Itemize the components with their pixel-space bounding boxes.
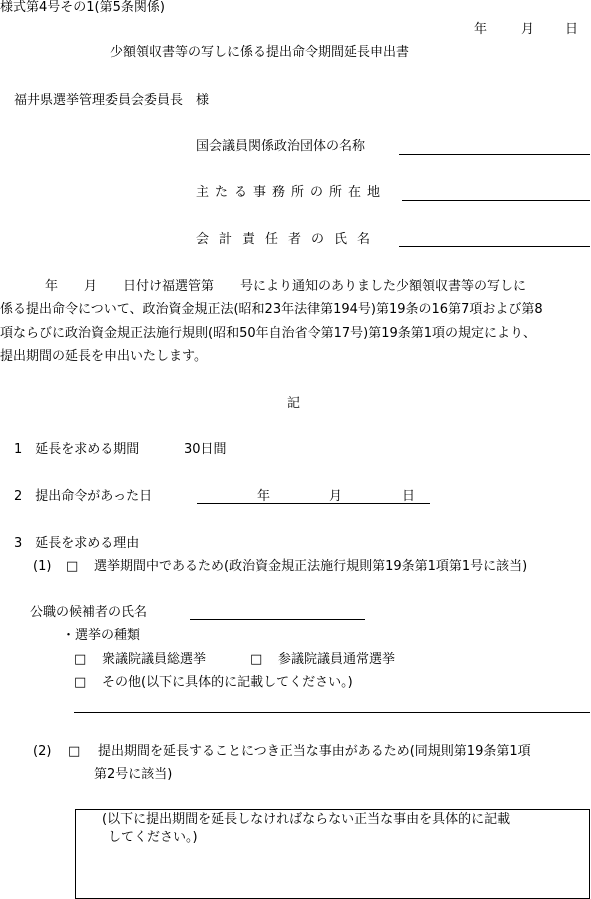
body-line: 提出期間の延長を申出いたします。: [0, 349, 207, 364]
candidate-name-label: 公職の候補者の氏名: [30, 605, 148, 620]
election-option2-label: 参議院議員通常選挙: [278, 652, 396, 667]
election-type-label: ・選挙の種類: [62, 628, 141, 643]
office-address-label: 主たる事務所の所在地: [196, 185, 387, 200]
item2-month-label: 月: [329, 489, 343, 504]
reason1-number: (1): [33, 559, 52, 574]
item1-label: 1 延長を求める期間: [14, 442, 140, 457]
reason1-text: 選挙期間中であるため(政治資金規正法施行規則第19条第1項第1号に該当): [94, 559, 528, 574]
treasurer-name-label: 会計責任者の氏名: [196, 232, 381, 247]
date-day-label: 日: [565, 22, 579, 37]
org-name-field[interactable]: [399, 154, 590, 155]
reason2-number: (2): [33, 744, 52, 759]
page-title: 少額領収書等の写しに係る提出命令期間延長申出書: [110, 45, 410, 60]
item2-label: 2 提出命令があった日: [14, 489, 153, 504]
reason1-checkbox[interactable]: □: [66, 559, 79, 574]
box-instruction-line2: してください。): [108, 830, 198, 845]
box-instruction-line1: (以下に提出期間を延長しなければならない正当な事由を具体的に記載: [102, 812, 511, 827]
body-line: 係る提出命令について、政治資金規正法(昭和23年法律第194号)第19条の16第7項および第8: [0, 302, 543, 317]
item3-label: 3 延長を求める理由: [14, 536, 140, 551]
candidate-name-field[interactable]: [190, 619, 365, 620]
election-option3-checkbox[interactable]: □: [74, 675, 87, 690]
item2-day-label: 日: [402, 489, 416, 504]
item2-date-underline: [197, 503, 430, 504]
reason2-checkbox[interactable]: □: [68, 744, 81, 759]
election-option1-label: 衆議院議員総選挙: [102, 652, 207, 667]
election-option2-checkbox[interactable]: □: [250, 652, 263, 667]
item2-year-label: 年: [257, 489, 271, 504]
treasurer-name-field[interactable]: [399, 246, 590, 247]
date-month-label: 月: [521, 22, 535, 37]
election-option1-checkbox[interactable]: □: [74, 652, 87, 667]
office-address-field[interactable]: [402, 200, 590, 201]
date-year-label: 年: [474, 22, 488, 37]
org-name-label: 国会議員関係政治団体の名称: [196, 139, 366, 154]
ki-heading: 記: [287, 396, 301, 411]
form-label: 様式第4号その1(第5条関係): [0, 0, 165, 15]
reason-details-box[interactable]: [75, 809, 590, 899]
body-line: 項ならびに政治資金規正法施行規則(昭和50年自治省令第17号)第19条第1項の規定により、: [0, 326, 537, 341]
reason2-text-line2: 第2号に該当): [94, 767, 173, 782]
election-other-field[interactable]: [74, 712, 590, 713]
election-option3-label: その他(以下に具体的に記載してください。): [102, 675, 353, 690]
body-line: 年 月 日付け福選管第 号により通知のありました少額領収書等の写しに: [45, 279, 527, 294]
addressee: 福井県選挙管理委員会委員長 様: [14, 93, 210, 108]
item1-value: 30日間: [184, 442, 227, 457]
reason2-text-line1: 提出期間を延長することにつき正当な事由があるため(同規則第19条第1項: [98, 744, 531, 759]
